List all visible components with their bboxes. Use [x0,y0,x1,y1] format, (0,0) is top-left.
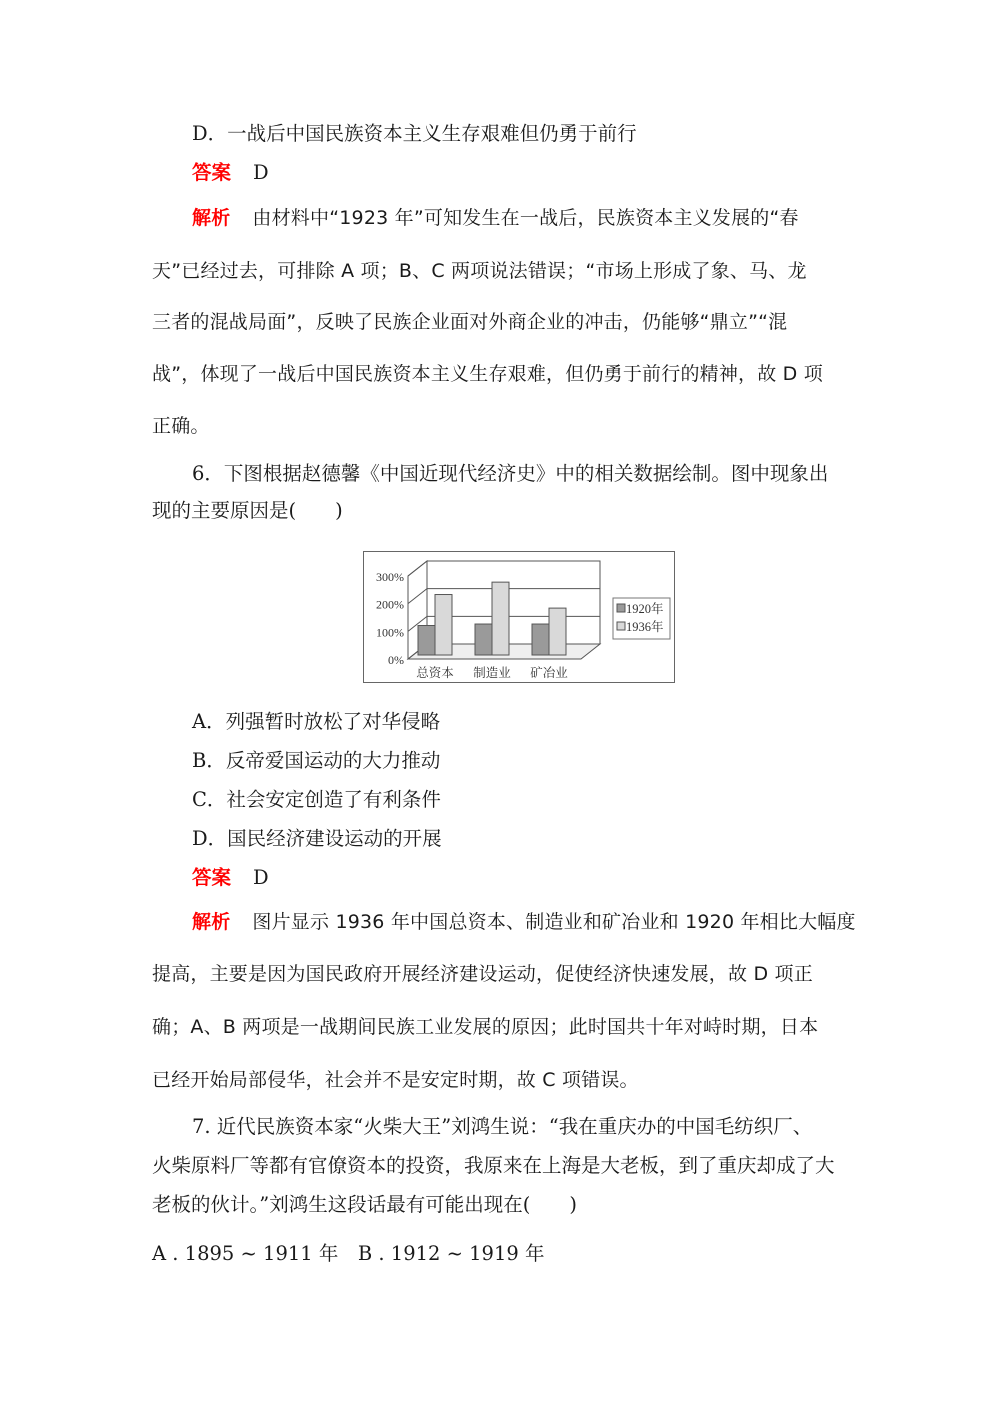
q6-option-c: C．社会安定创造了有利条件 [192,788,441,811]
bar-chart [363,551,675,683]
q6-chart [363,551,675,683]
answer-label: 答案 [192,866,232,889]
y-tick-label: 100% [376,625,404,640]
q6-option-d: D．国民经济建设运动的开展 [192,827,442,850]
y-tick-label: 300% [376,570,404,584]
legend-label: 1936年 [626,620,664,634]
bar-1936年-矿冶业 [549,608,566,655]
q6-option-b: B．反帝爱国运动的大力推动 [192,749,441,772]
q7-stem-line-3: 老板的伙计。”刘鸿生这段话最有可能出现在( ) [152,1193,577,1216]
bar-1920年-制造业 [475,624,492,655]
q6-answer [192,864,269,892]
answer-value: D [253,866,269,889]
x-tick-label: 矿冶业 [530,666,568,680]
q5-analysis-line-5: 正确。 [152,415,210,437]
q6-option-a: A．列强暂时放松了对华侵略 [192,710,441,733]
legend-swatch [617,622,625,630]
q6-stem-line-2: 现的主要原因是( ) [152,499,343,522]
answer-label: 答案 [192,161,232,184]
answer-value: D [253,161,269,184]
x-tick-label: 总资本 [416,666,454,680]
analysis-label: 解析 [192,207,231,229]
analysis-text: 由材料中“1923 年”可知发生在一战后，民族资本主义发展的“春 [252,207,799,229]
q6-analysis-line-4: 已经开始局部侵华，社会并不是安定时期，故 C 项错误。 [152,1069,639,1091]
x-tick-label: 制造业 [473,666,511,680]
q7-options-line: A . 1895 ~ 1911 年 B . 1912 ~ 1919 年 [152,1242,545,1265]
q6-analysis-line-1 [192,908,856,936]
bar-1936年-制造业 [492,582,509,655]
bar-1920年-矿冶业 [532,624,549,655]
q6-analysis-line-2: 提高，主要是因为国民政府开展经济建设运动，促使经济快速发展，故 D 项正 [152,963,813,985]
q6-analysis-line-3: 确；A、B 两项是一战期间民族工业发展的原因；此时国共十年对峙时期，日本 [152,1016,819,1038]
y-tick-label: 200% [376,597,404,612]
q5-analysis-line-2: 天”已经过去，可排除 A 项；B、C 两项说法错误；“市场上形成了象、马、龙 [152,260,807,282]
bar-1920年-总资本 [418,626,435,656]
q5-answer [192,159,269,187]
y-tick-label: 0% [388,653,404,667]
chart-back-wall [427,561,600,644]
bar-1936年-总资本 [435,595,452,655]
q5-option-d: D．一战后中国民族资本主义生存艰难但仍勇于前行 [192,122,637,145]
q5-analysis-line-1 [192,204,799,232]
analysis-text: 图片显示 1936 年中国总资本、制造业和矿冶业和 1920 年相比大幅度 [252,911,856,933]
q5-analysis-line-4: 战”，体现了一战后中国民族资本主义生存艰难，但仍勇于前行的精神，故 D 项 [152,363,823,385]
q5-analysis-line-3: 三者的混战局面”，反映了民族企业面对外商企业的冲击，仍能够“鼎立”“混 [152,311,788,333]
legend-label: 1920年 [626,602,664,616]
q6-stem-line-1: 6．下图根据赵德馨《中国近现代经济史》中的相关数据绘制。图中现象出 [192,462,829,485]
analysis-label: 解析 [192,911,231,933]
q7-stem-line-2: 火柴原料厂等都有官僚资本的投资，我原来在上海是大老板，到了重庆却成了大 [152,1154,835,1177]
q7-stem-line-1: 7. 近代民族资本家“火柴大王”刘鸿生说：“我在重庆办的中国毛纺织厂、 [192,1115,813,1138]
legend-swatch [617,604,625,612]
